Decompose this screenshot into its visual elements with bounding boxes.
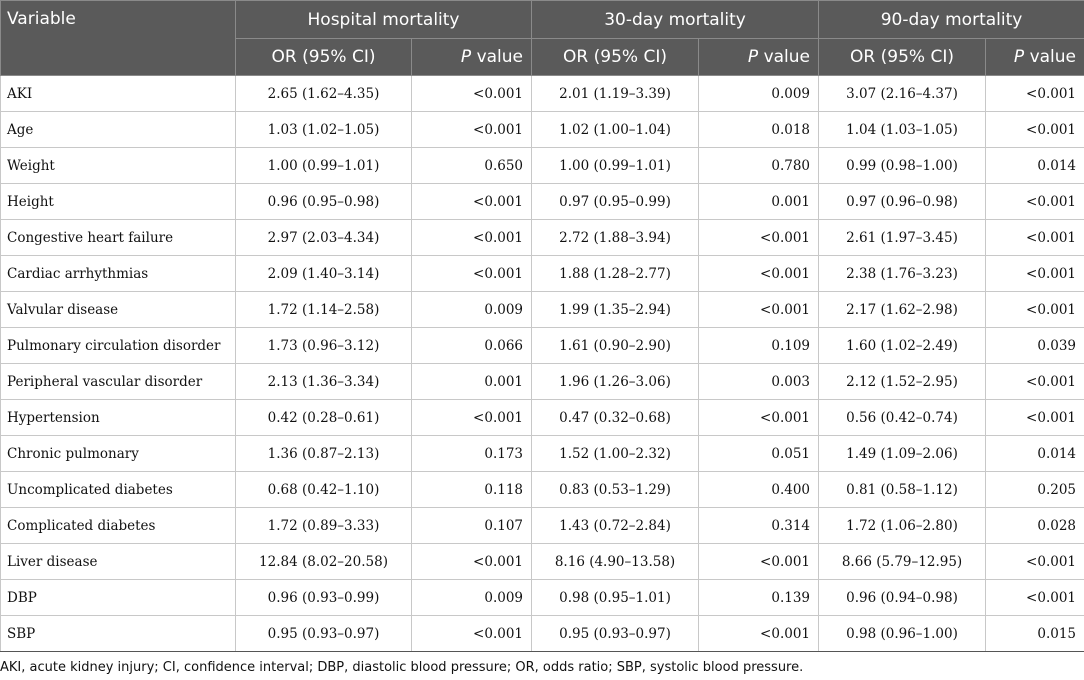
p-value-cell: 0.173 <box>412 436 532 472</box>
group-header-hospital: Hospital mortality <box>236 1 532 39</box>
table-row <box>1 184 1084 220</box>
table-row <box>1 364 1084 400</box>
or-cell: 1.73 (0.96–3.12) <box>236 328 412 364</box>
p-value-cell: 0.001 <box>412 364 532 400</box>
p-value-cell: 0.015 <box>986 616 1084 652</box>
variable-cell: Peripheral vascular disorder <box>1 364 236 400</box>
table-row <box>1 76 1084 112</box>
or-cell: 1.96 (1.26–3.06) <box>532 364 699 400</box>
or-cell: 0.47 (0.32–0.68) <box>532 400 699 436</box>
or-cell: 0.96 (0.95–0.98) <box>236 184 412 220</box>
p-value-cell: 0.118 <box>412 472 532 508</box>
table-header <box>1 1 1084 76</box>
p-value-cell: 0.009 <box>412 580 532 616</box>
p-value-cell: 0.314 <box>699 508 819 544</box>
table-body <box>1 76 1084 652</box>
or-cell: 1.00 (0.99–1.01) <box>236 148 412 184</box>
or-cell: 2.61 (1.97–3.45) <box>819 220 986 256</box>
p-value-cell: 0.205 <box>986 472 1084 508</box>
p-value-cell: <0.001 <box>699 616 819 652</box>
p-value-cell: 0.018 <box>699 112 819 148</box>
p-suffix: value <box>1024 47 1077 67</box>
or-cell: 1.72 (1.14–2.58) <box>236 292 412 328</box>
or-cell: 0.83 (0.53–1.29) <box>532 472 699 508</box>
or-cell: 1.72 (0.89–3.33) <box>236 508 412 544</box>
or-cell: 2.09 (1.40–3.14) <box>236 256 412 292</box>
p-value-cell: 0.139 <box>699 580 819 616</box>
p-value-cell: <0.001 <box>412 256 532 292</box>
table-row <box>1 472 1084 508</box>
p-value-cell: 0.107 <box>412 508 532 544</box>
or-column-header: OR (95% CI) <box>819 39 986 76</box>
p-letter: P <box>1013 47 1025 67</box>
or-cell: 8.16 (4.90–13.58) <box>532 544 699 580</box>
variable-cell: Valvular disease <box>1 292 236 328</box>
p-value-cell: <0.001 <box>699 256 819 292</box>
variable-cell: AKI <box>1 76 236 112</box>
or-cell: 1.02 (1.00–1.04) <box>532 112 699 148</box>
table-footnote: AKI, acute kidney injury; CI, confidence interval; DBP, diastolic blood pressure; OR, odds ratio; SBP, systolic blood pressure. <box>0 660 804 675</box>
or-cell: 0.56 (0.42–0.74) <box>819 400 986 436</box>
p-value-cell: 0.001 <box>699 184 819 220</box>
variable-cell: Uncomplicated diabetes <box>1 472 236 508</box>
p-value-cell: <0.001 <box>412 76 532 112</box>
p-value-cell: 0.650 <box>412 148 532 184</box>
p-value-column-header <box>699 39 819 76</box>
p-value-cell: <0.001 <box>986 184 1084 220</box>
p-letter: P <box>747 47 759 67</box>
p-value-cell: <0.001 <box>986 544 1084 580</box>
or-cell: 2.12 (1.52–2.95) <box>819 364 986 400</box>
or-cell: 1.52 (1.00–2.32) <box>532 436 699 472</box>
p-value-cell: 0.009 <box>412 292 532 328</box>
group-header-90day: 90-day mortality <box>819 1 1084 39</box>
p-value-cell: <0.001 <box>699 544 819 580</box>
or-cell: 0.99 (0.98–1.00) <box>819 148 986 184</box>
or-cell: 0.95 (0.93–0.97) <box>532 616 699 652</box>
variable-cell: Weight <box>1 148 236 184</box>
p-value-column-header <box>412 39 532 76</box>
p-value-cell: 0.066 <box>412 328 532 364</box>
p-value-cell: <0.001 <box>699 400 819 436</box>
table-row <box>1 148 1084 184</box>
p-value-cell: 0.400 <box>699 472 819 508</box>
p-value-cell: <0.001 <box>412 220 532 256</box>
p-value-cell: <0.001 <box>986 400 1084 436</box>
or-cell: 0.68 (0.42–1.10) <box>236 472 412 508</box>
p-value-cell: <0.001 <box>412 544 532 580</box>
p-value-cell: 0.109 <box>699 328 819 364</box>
p-value-cell: <0.001 <box>412 112 532 148</box>
header-row-groups <box>1 1 1084 39</box>
or-cell: 2.72 (1.88–3.94) <box>532 220 699 256</box>
or-cell: 0.98 (0.95–1.01) <box>532 580 699 616</box>
p-value-cell: <0.001 <box>986 364 1084 400</box>
variable-cell: Age <box>1 112 236 148</box>
or-cell: 0.96 (0.94–0.98) <box>819 580 986 616</box>
variable-cell: Pulmonary circulation disorder <box>1 328 236 364</box>
or-cell: 2.65 (1.62–4.35) <box>236 76 412 112</box>
or-cell: 0.95 (0.93–0.97) <box>236 616 412 652</box>
table-row <box>1 508 1084 544</box>
or-cell: 2.38 (1.76–3.23) <box>819 256 986 292</box>
or-cell: 0.96 (0.93–0.99) <box>236 580 412 616</box>
variable-cell: Complicated diabetes <box>1 508 236 544</box>
p-value-cell: 0.009 <box>699 76 819 112</box>
variable-cell: Hypertension <box>1 400 236 436</box>
or-column-header: OR (95% CI) <box>236 39 412 76</box>
or-cell: 2.01 (1.19–3.39) <box>532 76 699 112</box>
p-value-cell: 0.003 <box>699 364 819 400</box>
p-value-cell: 0.028 <box>986 508 1084 544</box>
or-cell: 3.07 (2.16–4.37) <box>819 76 986 112</box>
table-row <box>1 616 1084 652</box>
or-cell: 1.03 (1.02–1.05) <box>236 112 412 148</box>
or-cell: 1.49 (1.09–2.06) <box>819 436 986 472</box>
group-header-30day: 30-day mortality <box>532 1 819 39</box>
p-suffix: value <box>758 47 811 67</box>
or-cell: 2.97 (2.03–4.34) <box>236 220 412 256</box>
table-row <box>1 220 1084 256</box>
p-value-cell: <0.001 <box>986 256 1084 292</box>
or-cell: 0.97 (0.96–0.98) <box>819 184 986 220</box>
p-value-column-header <box>986 39 1084 76</box>
variable-column-header: Variable <box>1 1 236 76</box>
or-cell: 0.97 (0.95–0.99) <box>532 184 699 220</box>
or-cell: 1.43 (0.72–2.84) <box>532 508 699 544</box>
table-row <box>1 328 1084 364</box>
p-value-cell: 0.051 <box>699 436 819 472</box>
p-suffix: value <box>471 47 524 67</box>
table-row <box>1 292 1084 328</box>
variable-cell: Chronic pulmonary <box>1 436 236 472</box>
variable-cell: Height <box>1 184 236 220</box>
p-value-cell: <0.001 <box>699 220 819 256</box>
p-value-cell: 0.014 <box>986 148 1084 184</box>
p-value-cell: <0.001 <box>412 400 532 436</box>
or-cell: 1.88 (1.28–2.77) <box>532 256 699 292</box>
p-value-cell: 0.014 <box>986 436 1084 472</box>
table-row <box>1 256 1084 292</box>
or-cell: 0.98 (0.96–1.00) <box>819 616 986 652</box>
or-cell: 1.72 (1.06–2.80) <box>819 508 986 544</box>
variable-cell: SBP <box>1 616 236 652</box>
p-value-cell: <0.001 <box>986 220 1084 256</box>
or-cell: 1.60 (1.02–2.49) <box>819 328 986 364</box>
or-cell: 1.99 (1.35–2.94) <box>532 292 699 328</box>
or-cell: 8.66 (5.79–12.95) <box>819 544 986 580</box>
or-cell: 1.61 (0.90–2.90) <box>532 328 699 364</box>
or-cell: 1.36 (0.87–2.13) <box>236 436 412 472</box>
table-row <box>1 112 1084 148</box>
or-cell: 2.13 (1.36–3.34) <box>236 364 412 400</box>
variable-cell: Cardiac arrhythmias <box>1 256 236 292</box>
or-cell: 1.00 (0.99–1.01) <box>532 148 699 184</box>
p-value-cell: <0.001 <box>986 112 1084 148</box>
variable-cell: Congestive heart failure <box>1 220 236 256</box>
p-value-cell: <0.001 <box>986 580 1084 616</box>
or-cell: 1.04 (1.03–1.05) <box>819 112 986 148</box>
table-row <box>1 436 1084 472</box>
or-cell: 0.42 (0.28–0.61) <box>236 400 412 436</box>
p-value-cell: <0.001 <box>699 292 819 328</box>
or-cell: 12.84 (8.02–20.58) <box>236 544 412 580</box>
table-row <box>1 400 1084 436</box>
p-value-cell: <0.001 <box>412 616 532 652</box>
variable-cell: DBP <box>1 580 236 616</box>
p-value-cell: <0.001 <box>412 184 532 220</box>
variable-cell: Liver disease <box>1 544 236 580</box>
p-letter: P <box>460 47 472 67</box>
p-value-cell: 0.039 <box>986 328 1084 364</box>
p-value-cell: 0.780 <box>699 148 819 184</box>
table-row <box>1 580 1084 616</box>
or-column-header: OR (95% CI) <box>532 39 699 76</box>
p-value-cell: <0.001 <box>986 292 1084 328</box>
table-row <box>1 544 1084 580</box>
p-value-cell: <0.001 <box>986 76 1084 112</box>
or-cell: 2.17 (1.62–2.98) <box>819 292 986 328</box>
or-cell: 0.81 (0.58–1.12) <box>819 472 986 508</box>
